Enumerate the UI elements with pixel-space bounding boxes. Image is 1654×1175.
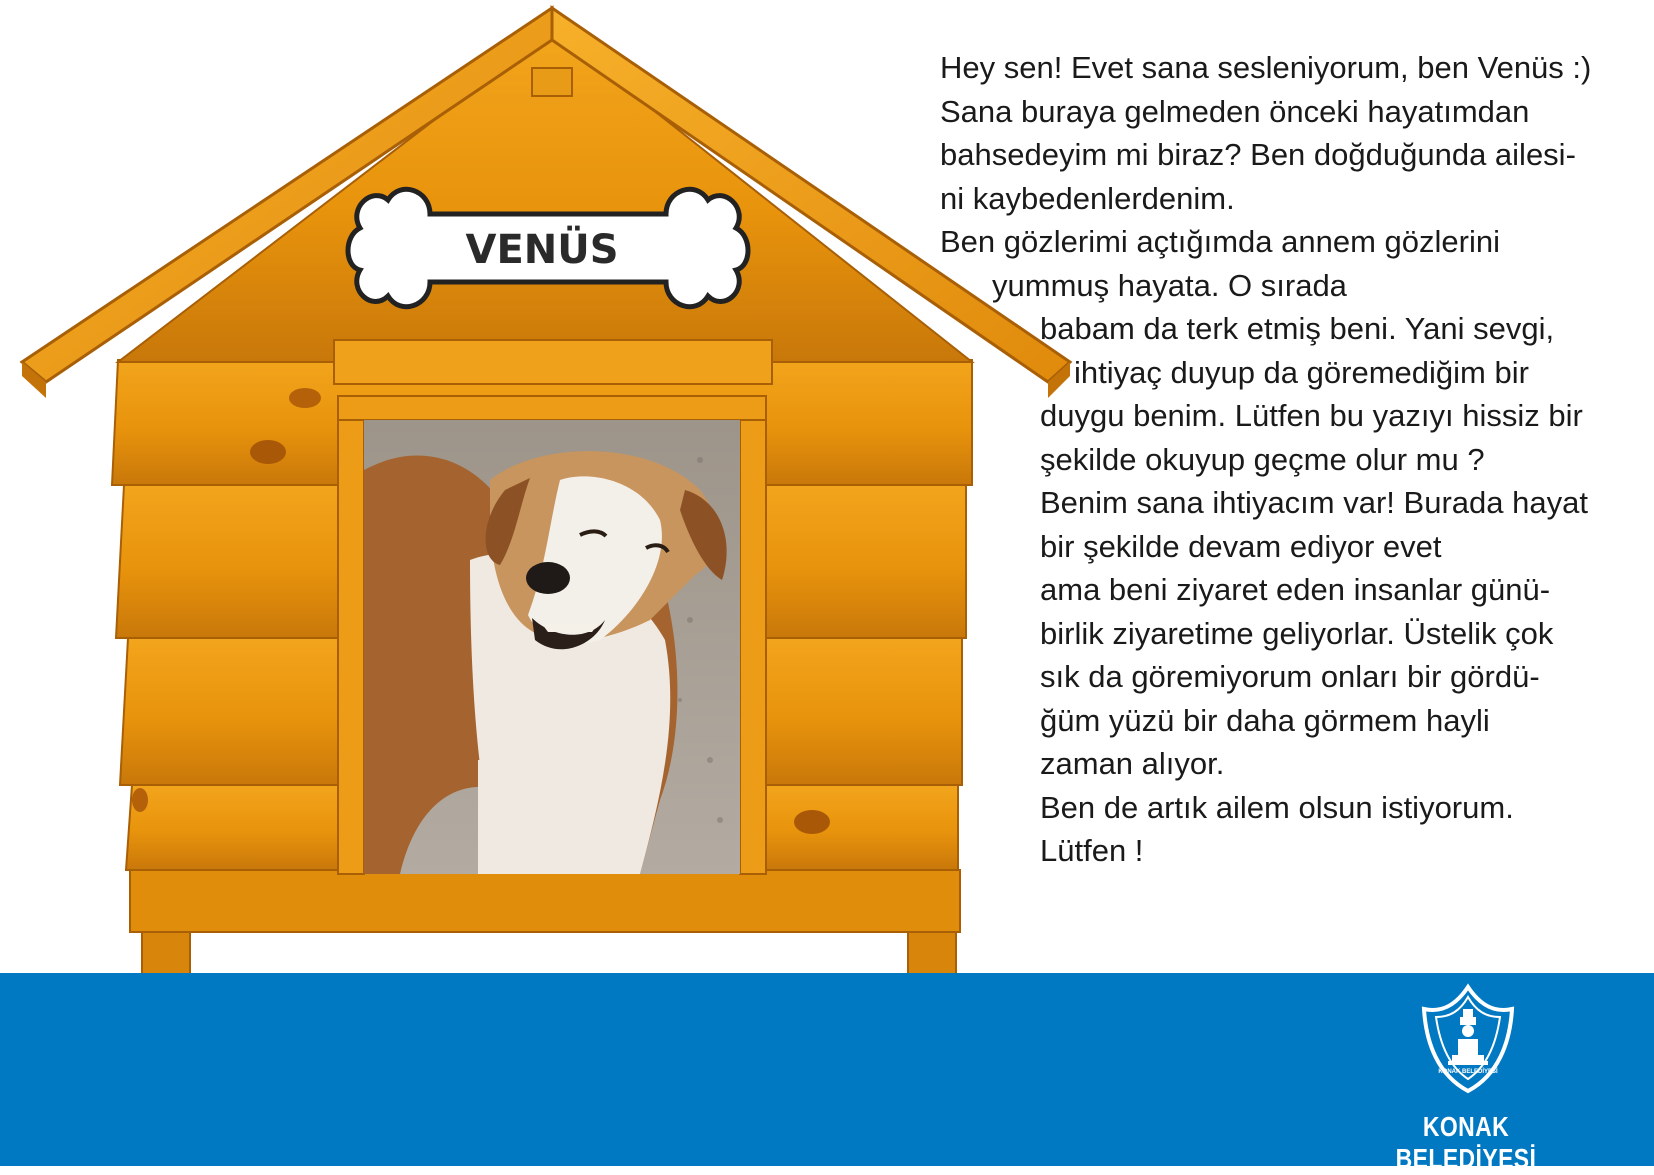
story-line: duygu benim. Lütfen bu yazıyı hissiz bir — [1040, 398, 1583, 433]
story-line: ama beni ziyaret eden insanlar günü- — [1040, 572, 1551, 607]
clock-tower-tulip-emblem-icon — [1412, 983, 1524, 1095]
house-leg-left — [142, 932, 190, 978]
story-line: Lütfen ! — [1040, 833, 1144, 868]
wood-knot — [289, 388, 321, 408]
story-line: babam da terk etmiş beni. Yani sevgi, — [1040, 311, 1555, 346]
footer-bar — [0, 973, 1654, 1174]
story-line: zaman alıyor. — [1040, 746, 1225, 781]
story-line: Hey sen! Evet sana sesleniyorum, ben Venüs :) — [940, 50, 1592, 85]
story-line: birlik ziyaretime geliyorlar. Üstelik çok — [1040, 615, 1554, 651]
wood-knot — [250, 440, 286, 464]
story-line: ihtiyaç duyup da göremediğim bir — [1074, 354, 1529, 390]
house-leg-right — [908, 932, 956, 978]
story-line: şekilde okuyup geçme olur mu ? — [1040, 441, 1485, 477]
story-line: Benim sana ihtiyacım var! Burada hayat — [1040, 485, 1588, 520]
story-line: sık da göremiyorum onları bir gördü- — [1040, 659, 1540, 694]
story-line: Ben gözlerimi açtığımda annem gözlerini — [940, 224, 1500, 259]
dog-photo — [364, 420, 740, 874]
story-line: Sana buraya gelmeden önceki hayatımdan — [940, 93, 1530, 129]
story-line: ğüm yüzü bir daha görmem hayli — [1040, 702, 1490, 738]
story-line: bahsedeyim mi biraz? Ben doğduğunda ailesi- — [940, 137, 1576, 172]
municipality-name: KONAK BELEDİYESİ — [1395, 1111, 1537, 1174]
emblem-text: KONAK BELEDİYESİ — [1438, 1069, 1498, 1075]
story-line: yummuş hayata. O sırada — [992, 267, 1347, 303]
wood-knot — [794, 810, 830, 834]
story-line: Ben de artık ailem olsun istiyorum. — [1040, 789, 1514, 825]
wood-knot — [132, 788, 148, 812]
bone-sign-name: VENÜS — [465, 227, 619, 273]
story-line: bir şekilde devam ediyor evet — [1040, 528, 1442, 564]
story-line: ni kaybedenlerdenim. — [940, 180, 1235, 216]
adoption-story-text — [938, 46, 1654, 873]
